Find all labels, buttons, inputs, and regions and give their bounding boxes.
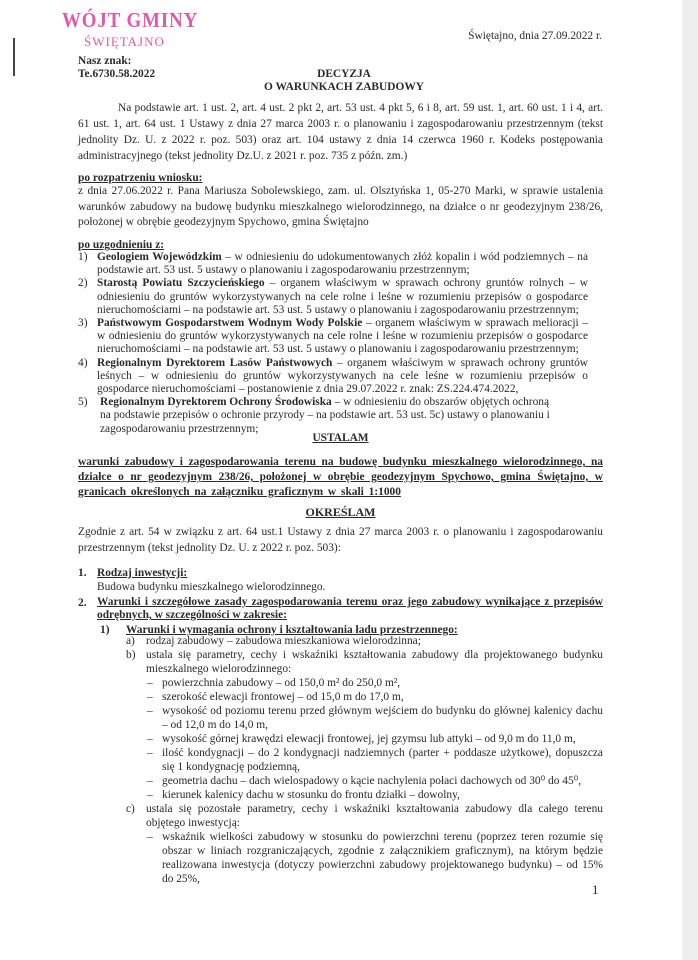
document-title: [244, 68, 444, 94]
subsection-list: [126, 634, 603, 886]
section-2-title: Warunki i szczegółowe zasady zagospodarowania terenu oraz jego zabudowy wynikające z przepisów odrębnych, w szczególności w zakresie:: [97, 596, 603, 621]
establish-heading: USTALAM: [312, 432, 369, 444]
scan-mark: [13, 38, 15, 76]
agreement-authority: Regionalnym Dyrektorem Lasów Państwowych: [97, 356, 333, 369]
dash-item: – ilość kondygnacji – do 2 kondygnacji nadziemnych (parter + poddasze użytkowe), dopuszcza się 1 kondygnację podziemną,: [147, 747, 603, 773]
item-c: c) ustala się pozostałe parametry, cechy i wskaźniki kształtowania zabudowy dla całego terenu objętego inwestycją:: [126, 803, 603, 829]
agreement-authority: Geologiem Wojewódzkim: [97, 251, 222, 263]
scan-edge: [682, 0, 698, 960]
dash-item: – wysokość od poziomu terenu przed głównym wejściem do budynku do głównej kalenicy dachu – od 12,0 m do 14,0 m,: [147, 705, 603, 731]
request-heading: po rozpatrzeniu wniosku:: [78, 172, 203, 184]
establish-text: warunki zabudowy i zagospodarowania terenu na budowę budynku mieszkalnego wielorodzinnego, na działce o nr geodezyjnym 238/26, położonej w obrębie geodezyjnym Spychowo, gmina Świętajno, w granicach określonych na załączniku graficznym w skali 1:1000: [78, 456, 603, 498]
agreement-authority: Państwowym Gospodarstwem Wodnym Wody Polskie: [97, 317, 363, 330]
dash-item: – szerokość elewacji frontowej – od 15,0 m do 17,0 m,: [147, 691, 404, 703]
ref-number: Te.6730.58.2022: [78, 68, 156, 80]
stamp-line-2: ŚWIĘTAJNO: [84, 34, 165, 49]
agreements-heading: po uzgodnieniu z:: [78, 239, 165, 251]
dash-item: – kierunek kalenicy dachu w stosunku do frontu działki – dowolny,: [147, 789, 460, 801]
title-line-1: DECYZJA: [317, 68, 371, 80]
agreement-item: 2) Starostą Powiatu Szczycieńskiego – organem właściwym w sprawach ochrony gruntów rolnych – w odniesieniu do gruntów wykorzystywanych na cele rolne i leśne w rozumieniu przepisów o gospodarce nieruchomościami – na podstawie art. 53 ust. 5 ustawy o planowaniu i zagospodarowaniu przestrzennym;: [78, 277, 588, 316]
dash-item: – wskaźnik wielkości zabudowy w stosunku do powierzchni terenu (poprzez teren rozumie się obszar w liniach rozgraniczających, zgodnie z załącznikiem graficznym), na którym będzie realizowana inwestycja (dotyczy powierzchni zabudowy projektowanego budynku) – od 15% do 25%,: [147, 831, 603, 885]
agreement-item: 5) Regionalnym Dyrektorem Ochrony Środowiska – w odniesieniu do obszarów objętych ochroną na podstawie przepisów o ochronie przyrody – na podstawie art. 53 ust. 5c) ustawy o planowaniu i zagospodarowaniu przestrzennym;: [78, 396, 550, 435]
agreement-item: 4) Regionalnym Dyrektorem Lasów Państwowych – organem właściwym w sprawach ochrony gruntów leśnych – w odniesieniu do gruntów wykorzystywanych na cele leśne w rozumieniu przepisów o gospodarce nieruchomościami – postanowienie z dnia 29.07.2022 r. znak: ZS.224.474.2022,: [78, 356, 588, 396]
stamp-line-1: WÓJT GMINY: [62, 8, 199, 32]
agreements-list: [78, 251, 588, 436]
section-2: 2. Warunki i szczegółowe zasady zagospodarowania terenu oraz jego zabudowy wynikające z przepisów odrębnych, w szczególności w zakresie: 1) Warunki i wymagania ochrony i kształtowania ładu przestrzennego:: [78, 596, 603, 636]
section-1-title: Rodzaj inwestycji:: [97, 567, 188, 579]
item-b: b) ustala się parametry, cechy i wskaźniki kształtowania zabudowy dla projektowanego budynku mieszkalnego wielorodzinnego:: [126, 649, 603, 675]
agreement-item: 3) Państwowym Gospodarstwem Wodnym Wody Polskie – organem właściwym w sprawach melioracji – w odniesieniu do gruntów wykorzystywanych na cele rolne i leśne w rozumieniu przepisów o gospodarce nieruchomościami – na podstawie art. 53 ust. 5 ustawy o planowaniu i zagospodarowaniu przestrzennym;: [78, 317, 588, 356]
agreement-authority: Starostą Powiatu Szczycieńskiego: [97, 277, 265, 290]
request-text: z dnia 27.06.2022 r. Pana Mariusza Sobolewskiego, zam. ul. Olsztyńska 1, 05-270 Marki, w sprawie ustalenia warunków zabudowy na budowę budynku mieszkalnego wielorodzinnego, na działce o nr geodezyjnym 238/26, położonej w obrębie geodezyjnym Spychowo, gmina Świętajno: [78, 185, 603, 228]
section-1: 1. Rodzaj inwestycji: Budowa budynku mieszkalnego wielorodzinnego.: [78, 566, 603, 594]
section-2-1-title: Warunki i wymagania ochrony i kształtowania ładu przestrzennego:: [126, 624, 458, 636]
ref-label: Nasz znak:: [78, 55, 132, 67]
dash-item: – geometria dachu – dach wielospadowy o kącie nachylenia połaci dachowych od 30⁰ do 45⁰,: [147, 775, 582, 787]
dash-item: – powierzchnia zabudowy – od 150,0 m² do 250,0 m²,: [147, 677, 401, 689]
item-b-dashes: [147, 676, 603, 802]
agreement-authority: Regionalnym Dyrektorem Ochrony Środowiska: [100, 396, 332, 409]
intro-paragraph: Na podstawie art. 1 ust. 2, art. 4 ust. 2 pkt 2, art. 53 ust. 4 pkt 5, 6 i 8, art. 59 ust. 1, art. 60 ust. 1 i 4, art. 61 ust. 1, art. 64 ust. 1 Ustawy z dnia 27 marca 2003 r. o planowaniu i zagospodarowaniu przestrzennym (tekst jednolity Dz. U. z 2022 r. poz. 503) oraz art. 104 ustawy z dnia 14 czerwca 1960 r. Kodeks postępowania administracyjnego (tekst jednolity Dz.U. z 2021 r. poz. 735 z późn. zm.): [78, 102, 603, 162]
specify-text: Zgodnie z art. 54 w związku z art. 64 ust.1 Ustawy z dnia 27 marca 2003 r. o planowaniu i zagospodarowaniu przestrzennym (tekst jednolity Dz. U. z 2022 r. poz. 503):: [78, 526, 603, 554]
item-c-dashes: [147, 830, 603, 886]
agreement-item: 1) Geologiem Wojewódzkim – w odniesieniu do udokumentowanych złóż kopalin i wód podziemnych – na podstawie art. 53 ust. 5 ustawy o planowaniu i zagospodarowaniu przestrzennym;: [78, 251, 589, 277]
title-line-2: O WARUNKACH ZABUDOWY: [264, 81, 424, 93]
place-date: Świętajno, dnia 27.09.2022 r.: [468, 30, 602, 42]
section-1-text: Budowa budynku mieszkalnego wielorodzinnego.: [97, 581, 326, 593]
page-number: 1: [592, 882, 599, 897]
item-a: a) rodzaj zabudowy – zabudowa mieszkaniowa wielorodzinna;: [126, 635, 421, 647]
specify-heading: OKREŚLAM: [305, 505, 376, 519]
office-stamp: [62, 10, 213, 48]
dash-item: – wysokość górnej krawędzi elewacji frontowej, jej gzymsu lub attyki – od 9,0 m do 11,0 m,: [147, 733, 576, 745]
